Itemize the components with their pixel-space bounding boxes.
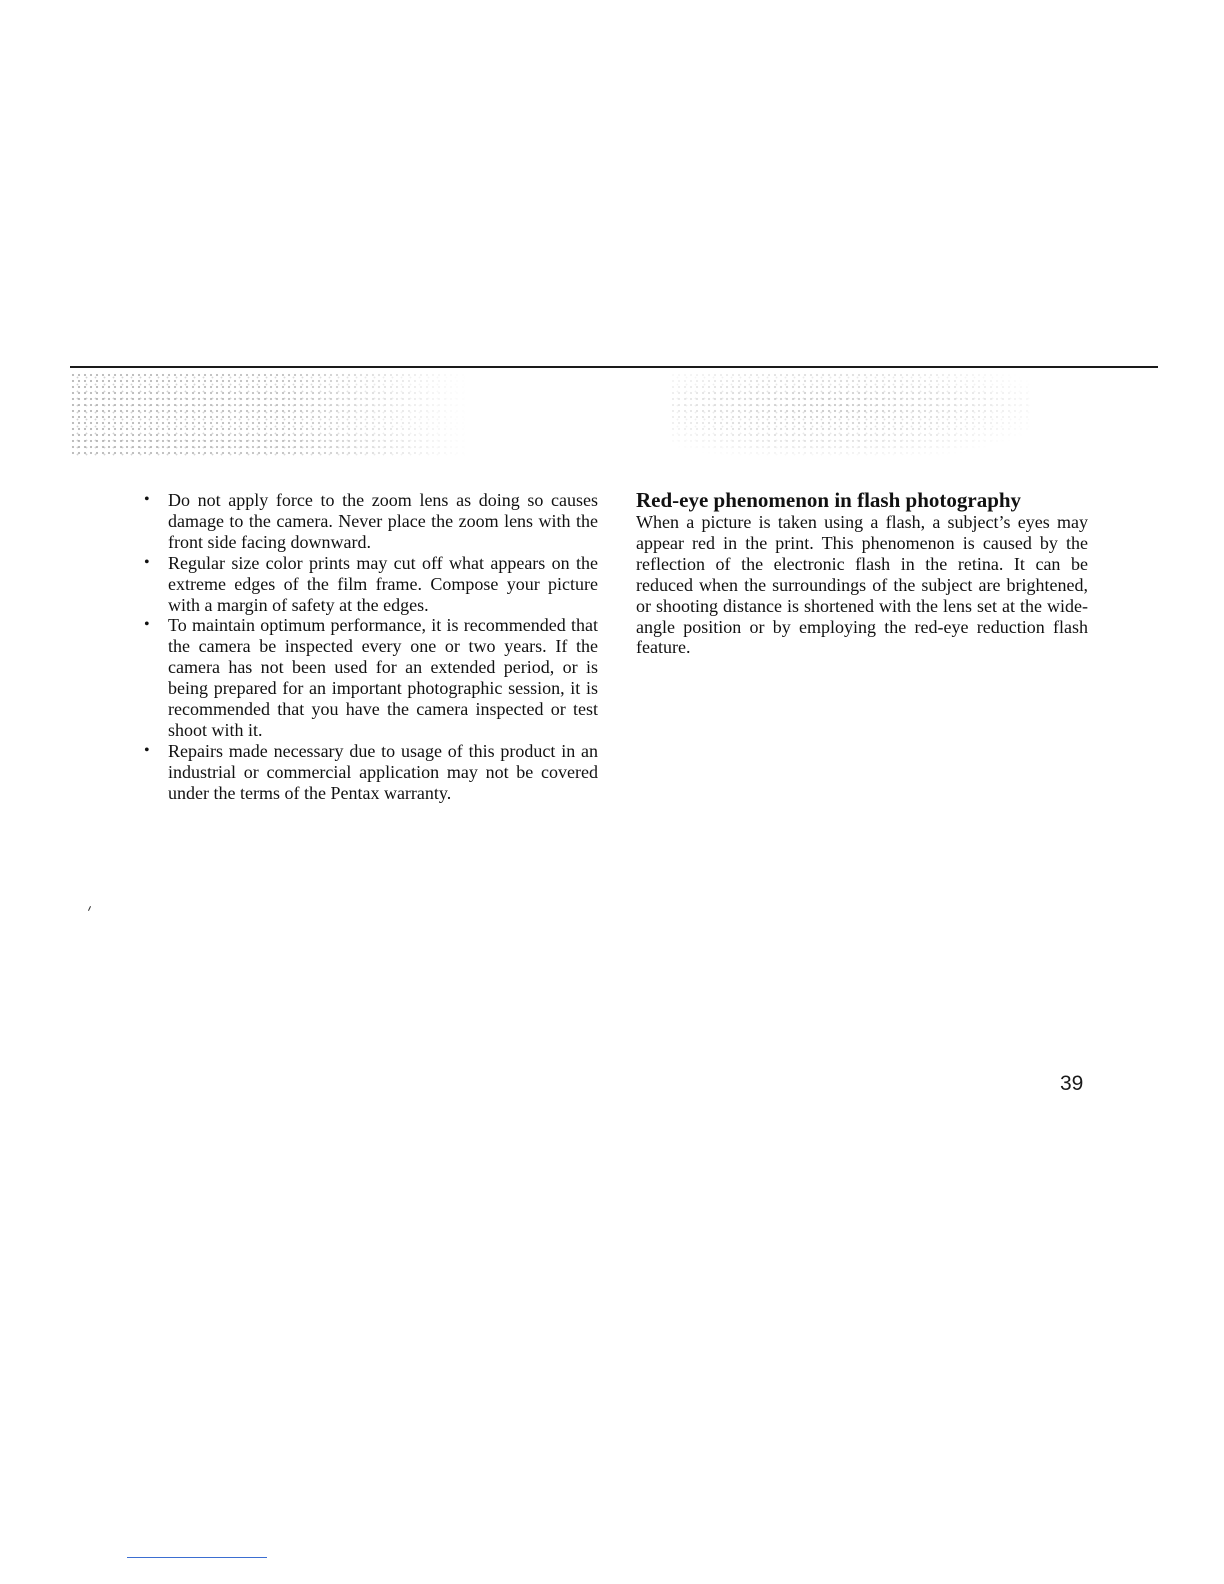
bottom-rule [127, 1557, 267, 1558]
section-heading: Red-eye phenomenon in flash photography [636, 488, 1022, 512]
note-text-prints: Regular size color prints may cut off what appears on the extreme edges of the film frame. Compose your picture with a margin of safety at the edges. [168, 552, 598, 615]
notes-bullet-list [142, 490, 598, 804]
header-rule [70, 366, 1158, 368]
note-text-warranty: Repairs made necessary due to usage of this product in an industrial or commercial application may not be covered under the terms of the Pentax warranty. [168, 740, 598, 803]
list-item [142, 615, 598, 740]
list-item [142, 553, 598, 616]
notes-column [142, 490, 598, 804]
bullet-icon: • [144, 616, 150, 634]
scan-mark [88, 906, 91, 911]
list-item [142, 741, 598, 804]
bullet-icon: • [144, 553, 150, 571]
section-body: When a picture is taken using a flash, a subject’s eyes may appear red in the print. This phenomenon is caused by the reflection of the electronic flash in the retina. It can be reduced when the surroundings of the subject are brightened, or shooting distance is shortened with the lens set at the wide-angle position or by employing the red-eye reduction flash feature. [636, 512, 1088, 658]
note-text-inspection: To maintain optimum performance, it is recommended that the camera be inspected every one or two years. If the camera has not been used for an extended period, or is being prepared for an important photographic session, it is recommended that you have the camera inspected or test shoot with it. [168, 615, 598, 740]
list-item [142, 490, 598, 553]
note-text-zoom-lens: Do not apply force to the zoom lens as doing so causes damage to the camera. Never place the zoom lens with the front side facing downward. [168, 490, 598, 552]
bullet-icon: • [144, 491, 150, 508]
halftone-texture-right [670, 372, 1030, 458]
halftone-texture-left [70, 372, 470, 458]
page-number: 39 [1060, 1072, 1084, 1095]
red-eye-section [636, 488, 1088, 658]
bullet-icon: • [144, 741, 150, 759]
